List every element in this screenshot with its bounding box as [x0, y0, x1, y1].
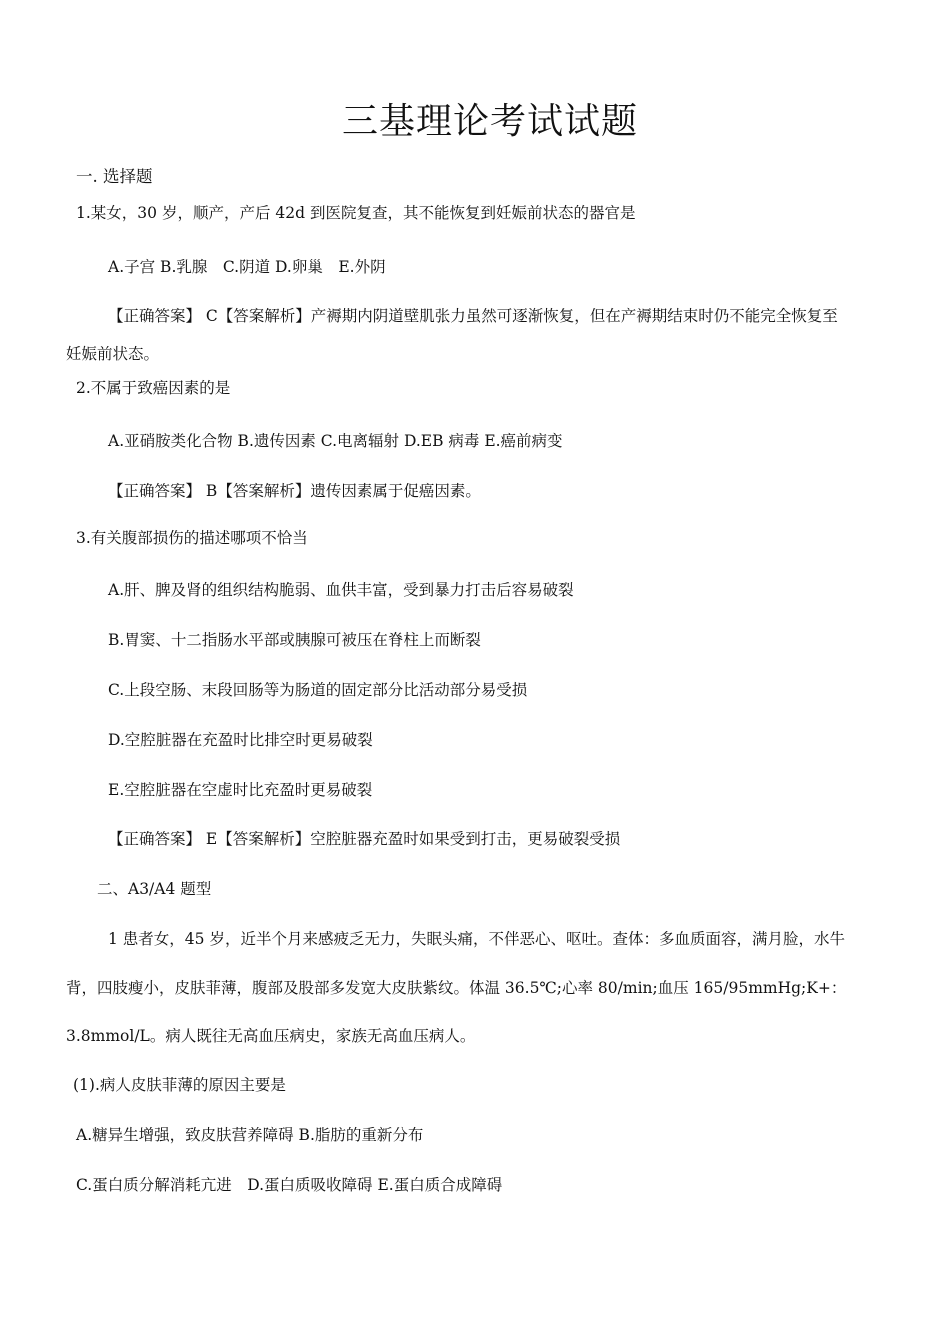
question-1-options: A.子宫 B.乳腺 C.阴道 D.卵巢 E.外阴 [108, 258, 386, 276]
case-description-line-3: 3.8mmol/L。病人既往无高血压病史，家族无高血压病人。 [66, 1027, 476, 1045]
question-3-option-e: E.空腔脏器在空虚时比充盈时更易破裂 [108, 781, 373, 799]
sub-question-1-options-line-1: A.糖异生增强，致皮肤营养障碍 B.脂肪的重新分布 [76, 1126, 424, 1144]
case-description-line-1: 1 患者女，45 岁，近半个月来感疲乏无力，失眠头痛，不伴恶心、呕吐。查体：多血质面容，满月脸，水牛 [108, 930, 845, 948]
question-2-stem: 2.不属于致癌因素的是 [76, 379, 231, 397]
question-3-answer: 【正确答案】 E【答案解析】空腔脏器充盈时如果受到打击，更易破裂受损 [108, 830, 621, 848]
sub-question-1-stem: (1).病人皮肤菲薄的原因主要是 [73, 1076, 286, 1094]
question-1-stem: 1.某女，30 岁，顺产，产后 42d 到医院复查，其不能恢复到妊娠前状态的器官是 [76, 204, 636, 222]
question-3-option-b: B.胃窦、十二指肠水平部或胰腺可被压在脊柱上而断裂 [108, 631, 481, 649]
question-3-option-d: D.空腔脏器在充盈时比排空时更易破裂 [108, 731, 373, 749]
question-1-answer-continued: 妊娠前状态。 [66, 345, 160, 363]
question-2-answer: 【正确答案】 B【答案解析】遗传因素属于促癌因素。 [108, 482, 481, 500]
question-3-option-a: A.肝、脾及肾的组织结构脆弱、血供丰富，受到暴力打击后容易破裂 [108, 581, 574, 599]
question-3-option-c: C.上段空肠、末段回肠等为肠道的固定部分比活动部分易受损 [108, 681, 528, 699]
question-2-options: A.亚硝胺类化合物 B.遗传因素 C.电离辐射 D.EB 病毒 E.癌前病变 [108, 432, 563, 450]
case-description-line-2: 背，四肢瘦小，皮肤菲薄，腹部及股部多发宽大皮肤紫纹。体温 36.5℃;心率 80/min;血压 165/95mmHg;K+： [66, 979, 847, 997]
section-heading-choice: 一. 选择题 [76, 167, 153, 186]
question-3-stem: 3.有关腹部损伤的描述哪项不恰当 [76, 529, 308, 547]
question-1-answer: 【正确答案】 C【答案解析】产褥期内阴道壁肌张力虽然可逐渐恢复，但在产褥期结束时仍不能完全恢复至 [108, 307, 838, 325]
section-heading-a3a4: 二、A3/A4 题型 [97, 880, 212, 898]
page-title: 三基理论考试试题 [341, 101, 638, 142]
sub-question-1-options-line-2: C.蛋白质分解消耗亢进 D.蛋白质吸收障碍 E.蛋白质合成障碍 [76, 1176, 503, 1194]
